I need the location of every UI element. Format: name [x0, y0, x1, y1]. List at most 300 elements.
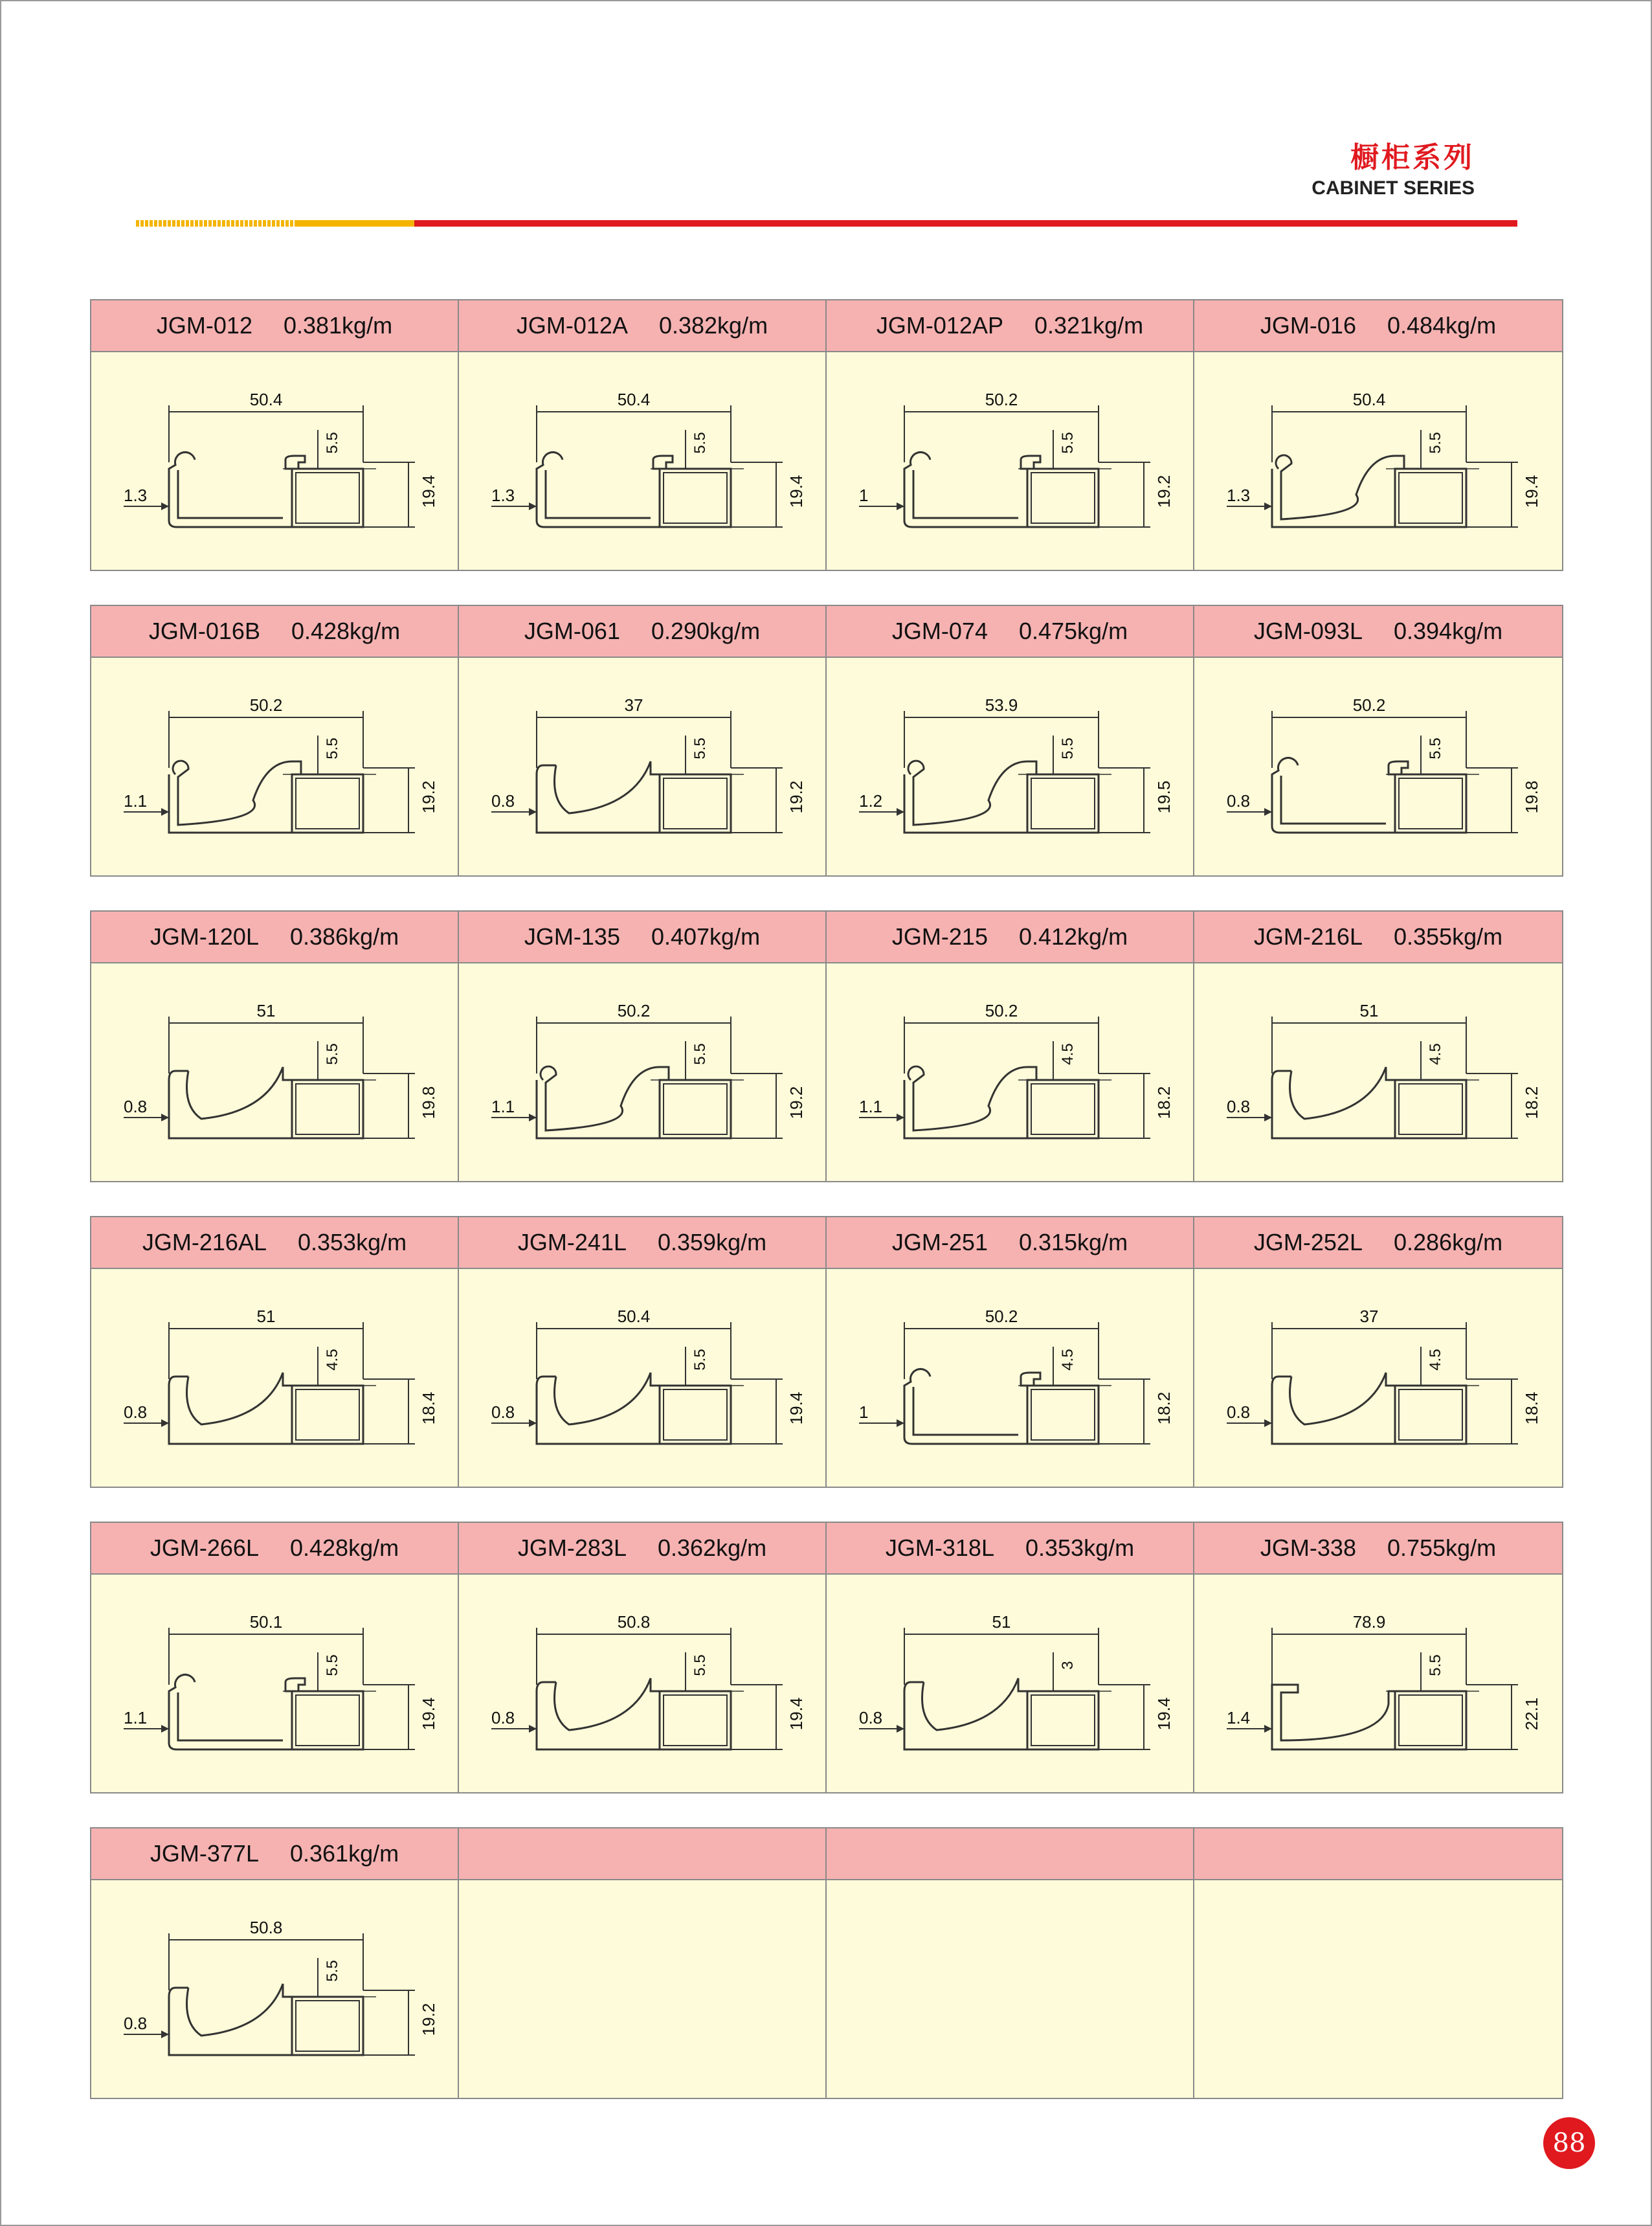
profile-drawing [124, 390, 438, 527]
profile-drawing [859, 1307, 1174, 1444]
width-dimension: 50.2 [985, 1307, 1018, 1326]
height-dimension: 18.2 [1154, 1086, 1174, 1119]
weight-per-meter: 0.321kg/m [1034, 312, 1144, 339]
profile-box-section [292, 1386, 363, 1444]
model-code: JGM-012AP [876, 312, 1003, 339]
profile-drawing [859, 695, 1174, 833]
profile-card [827, 1523, 1194, 1792]
wall-arrowhead [1264, 1419, 1272, 1427]
profile-svg [1194, 1575, 1560, 1792]
profile-outline [1272, 1067, 1395, 1138]
lip-dimension: 5.5 [691, 432, 709, 454]
card-body [827, 352, 1193, 570]
lip-dimension: 5.5 [1059, 432, 1077, 454]
card-header [459, 1217, 825, 1269]
profile-box-inner [1031, 1695, 1095, 1746]
profile-svg [827, 1269, 1192, 1487]
profile-row [90, 910, 1563, 1182]
profile-drawing [124, 1612, 438, 1749]
lip-dimension: 5.5 [1059, 737, 1077, 759]
profile-box-inner [296, 473, 359, 523]
width-dimension: 50.2 [1352, 695, 1386, 715]
wall-arrowhead [161, 2030, 169, 2038]
profile-box-inner [664, 1084, 727, 1134]
profile-outline [904, 1678, 1027, 1749]
profile-outline [169, 761, 301, 833]
card-header [827, 606, 1193, 658]
card-body [827, 1880, 1193, 2098]
width-dimension: 50.2 [249, 695, 283, 715]
profile-drawing [1227, 1001, 1541, 1138]
profile-card [459, 606, 827, 875]
profile-box-inner [296, 2001, 359, 2051]
width-dimension: 50.4 [249, 390, 283, 409]
card-header [91, 300, 458, 352]
profile-drawing [491, 1001, 806, 1138]
profile-box-section [1395, 1386, 1466, 1444]
profile-outline [537, 1678, 660, 1749]
model-code: JGM-016 [1260, 312, 1356, 339]
lip-dimension: 5.5 [324, 1654, 341, 1676]
profile-outline [169, 1674, 305, 1749]
model-code: JGM-338 [1260, 1535, 1356, 1561]
profile-card [91, 606, 459, 875]
profile-svg [459, 352, 825, 570]
profile-drawing [859, 390, 1174, 527]
height-dimension: 18.4 [419, 1391, 438, 1425]
lip-dimension: 5.5 [324, 737, 341, 759]
profile-box-section [1395, 469, 1466, 527]
profile-row [90, 1522, 1563, 1793]
profile-svg [1194, 352, 1560, 570]
card-header [459, 1523, 825, 1575]
height-dimension: 19.4 [787, 1697, 806, 1731]
width-dimension: 50.4 [1352, 390, 1386, 409]
height-dimension: 18.2 [1522, 1086, 1541, 1119]
profile-box-inner [1031, 473, 1095, 523]
profile-card [827, 606, 1194, 875]
width-dimension: 51 [992, 1612, 1011, 1632]
profile-outline [169, 1373, 292, 1444]
card-body [1194, 1880, 1562, 2098]
weight-per-meter: 0.353kg/m [297, 1229, 407, 1255]
lip-dimension: 4.5 [324, 1349, 341, 1371]
width-dimension: 51 [256, 1307, 276, 1326]
weight-per-meter: 0.355kg/m [1393, 923, 1503, 950]
profile-outline [169, 452, 305, 527]
profile-row [90, 605, 1563, 877]
profile-svg [91, 1880, 457, 2098]
profile-drawing [491, 1612, 806, 1749]
profile-svg [1194, 1269, 1560, 1487]
profile-svg [1194, 963, 1560, 1181]
profile-drawing [859, 1001, 1174, 1138]
lip-dimension: 4.5 [1427, 1043, 1444, 1065]
profile-card [459, 1217, 827, 1487]
card-body [827, 1575, 1193, 1792]
wall-arrowhead [161, 1725, 169, 1733]
card-header [459, 1828, 825, 1880]
card-body [459, 352, 825, 570]
profile-drawing [1227, 1307, 1541, 1444]
weight-per-meter: 0.359kg/m [657, 1229, 767, 1255]
profile-box-section [292, 1080, 363, 1138]
wall-arrowhead [897, 808, 904, 816]
wall-thickness: 0.8 [491, 1708, 515, 1727]
height-dimension: 19.8 [1522, 780, 1541, 814]
lip-dimension: 5.5 [1427, 432, 1444, 454]
profile-box-section [1027, 1080, 1099, 1138]
weight-per-meter: 0.475kg/m [1018, 618, 1128, 644]
height-dimension: 19.4 [787, 475, 806, 508]
lip-dimension: 5.5 [691, 1043, 709, 1065]
card-header [1194, 912, 1562, 963]
weight-per-meter: 0.428kg/m [289, 1535, 399, 1561]
profile-box-inner [1031, 1389, 1095, 1440]
width-dimension: 50.8 [249, 1918, 283, 1937]
profile-drawing [491, 695, 806, 833]
profile-box-inner [1031, 1084, 1095, 1134]
profile-outline [904, 1066, 1036, 1138]
lip-dimension: 3 [1059, 1661, 1077, 1670]
profile-drawing [1227, 695, 1541, 833]
profile-box-inner [664, 1695, 727, 1746]
width-dimension: 50.1 [249, 1612, 283, 1632]
card-header [91, 1523, 458, 1575]
card-header [827, 1523, 1193, 1575]
model-code: JGM-251 [891, 1229, 988, 1255]
profile-drawing [124, 1001, 438, 1138]
card-header [827, 912, 1193, 963]
height-dimension: 22.1 [1522, 1697, 1541, 1731]
profile-outline [169, 1984, 292, 2055]
profile-box-section [1027, 469, 1099, 527]
card-header [91, 912, 458, 963]
profile-svg [91, 352, 457, 570]
weight-per-meter: 0.382kg/m [658, 312, 768, 339]
profile-row [90, 1216, 1563, 1488]
wall-arrowhead [1264, 1725, 1272, 1733]
profile-svg [91, 963, 457, 1181]
width-dimension: 51 [1359, 1001, 1379, 1020]
profile-box-inner [296, 778, 359, 829]
profile-outline [904, 452, 1040, 527]
wall-arrowhead [161, 1419, 169, 1427]
height-dimension: 19.2 [1154, 475, 1174, 508]
model-code: JGM-377L [150, 1840, 259, 1867]
card-header [91, 1217, 458, 1269]
empty-card [459, 1828, 827, 2098]
header-rule-red [414, 220, 1517, 227]
weight-per-meter: 0.407kg/m [651, 923, 761, 950]
card-body [1194, 963, 1562, 1181]
card-body [459, 1575, 825, 1792]
profile-card [827, 1217, 1194, 1487]
model-code: JGM-215 [891, 923, 988, 950]
wall-arrowhead [161, 1114, 169, 1121]
weight-per-meter: 0.362kg/m [657, 1535, 767, 1561]
profile-card [91, 912, 459, 1181]
card-header [459, 912, 825, 963]
profile-svg [91, 1575, 457, 1792]
profile-svg [1194, 658, 1560, 875]
width-dimension: 50.4 [617, 390, 651, 409]
profile-svg [827, 352, 1192, 570]
profile-outline [1272, 455, 1404, 527]
height-dimension: 19.2 [787, 780, 806, 814]
profile-card [827, 912, 1194, 1181]
profile-box-section [1027, 1386, 1099, 1444]
model-code: JGM-061 [524, 618, 620, 644]
section-title-cn: 橱柜系列 [1350, 141, 1475, 174]
width-dimension: 50.4 [617, 1307, 651, 1326]
profile-svg [91, 1269, 457, 1487]
card-header [827, 1828, 1193, 1880]
profile-outline [169, 1067, 292, 1138]
width-dimension: 53.9 [985, 695, 1018, 715]
model-code: JGM-318L [885, 1535, 994, 1561]
model-code: JGM-120L [150, 923, 259, 950]
height-dimension: 19.5 [1154, 780, 1174, 814]
model-code: JGM-016B [148, 618, 260, 644]
width-dimension: 50.2 [985, 1001, 1018, 1020]
profile-outline [1272, 758, 1408, 833]
model-code: JGM-074 [891, 618, 988, 644]
wall-arrowhead [161, 808, 169, 816]
wall-thickness: 0.8 [124, 1097, 148, 1116]
profile-drawing [491, 1307, 806, 1444]
profile-svg [827, 658, 1192, 875]
model-code: JGM-252L [1253, 1229, 1363, 1255]
card-header [827, 1217, 1193, 1269]
height-dimension: 19.4 [787, 1391, 806, 1425]
width-dimension: 51 [256, 1001, 276, 1020]
profile-outline [537, 452, 673, 527]
model-code: JGM-216AL [142, 1229, 267, 1255]
profile-box-section [660, 774, 731, 833]
profile-card [91, 1828, 459, 2098]
profile-box-section [1395, 1080, 1466, 1138]
profile-drawing [859, 1612, 1174, 1749]
wall-arrowhead [897, 1725, 904, 1733]
card-body [91, 1880, 458, 2098]
profile-row [90, 1827, 1563, 2099]
lip-dimension: 5.5 [691, 737, 709, 759]
profile-svg [459, 963, 825, 1181]
profile-card [91, 1217, 459, 1487]
card-body [1194, 1269, 1562, 1487]
model-code: JGM-093L [1253, 618, 1363, 644]
wall-thickness: 0.8 [1227, 1097, 1251, 1116]
height-dimension: 19.4 [1522, 475, 1541, 508]
profile-card [91, 300, 459, 570]
profile-card [1194, 1217, 1562, 1487]
empty-card [1194, 1828, 1562, 2098]
wall-thickness: 1.1 [124, 791, 148, 811]
profile-card [459, 1523, 827, 1792]
profile-box-inner [296, 1389, 359, 1440]
profile-box-inner [296, 1695, 359, 1746]
wall-arrowhead [529, 1114, 537, 1121]
profile-box-inner [1399, 778, 1462, 829]
lip-dimension: 5.5 [691, 1654, 709, 1676]
weight-per-meter: 0.315kg/m [1018, 1229, 1128, 1255]
profile-svg [827, 963, 1192, 1181]
wall-thickness: 1.3 [491, 486, 515, 505]
weight-per-meter: 0.386kg/m [289, 923, 399, 950]
wall-arrowhead [161, 502, 169, 510]
profile-card [1194, 300, 1562, 570]
profile-outline [537, 1066, 669, 1138]
height-dimension: 19.2 [419, 780, 438, 814]
lip-dimension: 4.5 [1059, 1349, 1077, 1371]
card-body [1194, 658, 1562, 875]
card-header [1194, 300, 1562, 352]
profile-outline [1272, 1373, 1395, 1444]
wall-thickness: 0.8 [491, 1402, 515, 1422]
profile-box-section [660, 469, 731, 527]
wall-arrowhead [529, 1419, 537, 1427]
profile-box-inner [1399, 473, 1462, 523]
card-body [827, 963, 1193, 1181]
wall-arrowhead [897, 1419, 904, 1427]
header-rule-orange [295, 220, 414, 227]
height-dimension: 19.4 [419, 475, 438, 508]
profile-drawing [491, 390, 806, 527]
lip-dimension: 5.5 [691, 1349, 709, 1371]
weight-per-meter: 0.755kg/m [1387, 1535, 1497, 1561]
card-header [1194, 606, 1562, 658]
wall-thickness: 1.4 [1227, 1708, 1251, 1727]
model-code: JGM-266L [150, 1535, 259, 1561]
profile-card [459, 300, 827, 570]
profile-box-inner [1031, 778, 1095, 829]
profile-box-inner [1399, 1695, 1462, 1746]
card-header [1194, 1523, 1562, 1575]
profile-box-section [292, 1997, 363, 2055]
profile-card [91, 1523, 459, 1792]
model-code: JGM-241L [517, 1229, 627, 1255]
width-dimension: 37 [624, 695, 643, 715]
profile-svg [459, 1575, 825, 1792]
section-title-en: CABINET SERIES [1312, 177, 1475, 199]
weight-per-meter: 0.286kg/m [1393, 1229, 1503, 1255]
profile-outline [904, 761, 1036, 833]
weight-per-meter: 0.290kg/m [651, 618, 761, 644]
profile-box-section [292, 774, 363, 833]
empty-card [827, 1828, 1194, 2098]
card-body [1194, 352, 1562, 570]
wall-thickness: 1.2 [859, 791, 883, 811]
width-dimension: 50.2 [617, 1001, 651, 1020]
profile-box-inner [1399, 1389, 1462, 1440]
card-body [1194, 1575, 1562, 1792]
profile-box-section [292, 469, 363, 527]
card-body [459, 658, 825, 875]
profile-svg [459, 658, 825, 875]
profile-drawing [124, 1307, 438, 1444]
weight-per-meter: 0.381kg/m [283, 312, 393, 339]
height-dimension: 18.2 [1154, 1391, 1174, 1425]
profile-card [459, 912, 827, 1181]
card-header [1194, 1828, 1562, 1880]
card-header [91, 606, 458, 658]
card-header [91, 1828, 458, 1880]
profile-box-section [292, 1691, 363, 1749]
width-dimension: 50.8 [617, 1612, 651, 1632]
width-dimension: 50.2 [985, 390, 1018, 409]
card-body [91, 1575, 458, 1792]
card-header [459, 300, 825, 352]
profile-box-section [660, 1386, 731, 1444]
wall-arrowhead [529, 808, 537, 816]
width-dimension: 78.9 [1352, 1612, 1386, 1632]
wall-thickness: 1.1 [491, 1097, 515, 1116]
profile-drawing [124, 1918, 438, 2055]
wall-arrowhead [529, 502, 537, 510]
wall-thickness: 0.8 [491, 791, 515, 811]
profile-outline [537, 761, 660, 833]
wall-arrowhead [897, 1114, 904, 1121]
wall-arrowhead [1264, 502, 1272, 510]
profile-box-section [660, 1080, 731, 1138]
weight-per-meter: 0.428kg/m [291, 618, 401, 644]
height-dimension: 19.2 [419, 2003, 438, 2036]
card-body [91, 352, 458, 570]
profile-outline [537, 1373, 660, 1444]
profile-box-inner [1399, 1084, 1462, 1134]
weight-per-meter: 0.353kg/m [1025, 1535, 1135, 1561]
wall-arrowhead [1264, 808, 1272, 816]
weight-per-meter: 0.394kg/m [1393, 618, 1503, 644]
wall-thickness: 0.8 [1227, 791, 1251, 811]
wall-thickness: 0.8 [124, 2014, 148, 2033]
card-header [1194, 1217, 1562, 1269]
wall-arrowhead [897, 502, 904, 510]
wall-thickness: 0.8 [124, 1402, 148, 1422]
lip-dimension: 5.5 [324, 1043, 341, 1065]
profile-card [1194, 1523, 1562, 1792]
model-code: JGM-135 [524, 923, 620, 950]
profile-drawing [124, 695, 438, 833]
profile-box-inner [664, 1389, 727, 1440]
card-body [827, 658, 1193, 875]
profile-svg [827, 1575, 1192, 1792]
profile-box-section [1027, 774, 1099, 833]
profile-box-inner [296, 1084, 359, 1134]
card-body [91, 963, 458, 1181]
weight-per-meter: 0.412kg/m [1018, 923, 1128, 950]
width-dimension: 37 [1359, 1307, 1379, 1326]
profile-drawing [1227, 1612, 1541, 1749]
profile-box-section [660, 1691, 731, 1749]
profile-box-section [1395, 774, 1466, 833]
height-dimension: 18.4 [1522, 1391, 1541, 1425]
profile-box-section [1027, 1691, 1099, 1749]
card-body [459, 963, 825, 1181]
card-body [459, 1880, 825, 2098]
card-body [459, 1269, 825, 1487]
card-header [827, 300, 1193, 352]
profile-drawing [1227, 390, 1541, 527]
profile-box-inner [664, 473, 727, 523]
height-dimension: 19.8 [419, 1086, 438, 1119]
model-code: JGM-012 [156, 312, 252, 339]
wall-thickness: 1.3 [124, 486, 148, 505]
height-dimension: 19.2 [787, 1086, 806, 1119]
wall-thickness: 1 [859, 1402, 869, 1422]
profile-svg [459, 1269, 825, 1487]
